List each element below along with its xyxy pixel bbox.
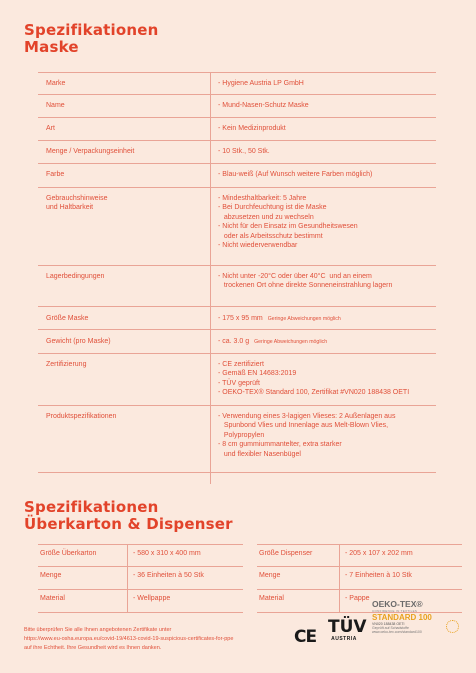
footer-link[interactable]: https://www.eu-osha.europa.eu/covid-19/4613-covid-19-suspicious-certificates-for-ppe	[24, 636, 234, 643]
carton-value: - 36 Einheiten à 50 Stk	[133, 572, 204, 579]
oeko-subtitle: CONFIDENCE IN TEXTILES	[372, 609, 418, 613]
spec-label: Lagerbedingungen	[46, 273, 105, 280]
title-carton	[24, 499, 233, 533]
dispenser-column-divider	[339, 544, 340, 613]
spec-value-line	[218, 337, 436, 347]
spec-value	[218, 147, 436, 156]
spec-value-line: - Bei Durchfeuchtung ist die Maske	[218, 204, 327, 212]
carton-value: - 580 x 310 x 400 mm	[133, 550, 201, 557]
spec-value	[218, 412, 436, 459]
carton-label: Menge	[40, 572, 62, 579]
spec-value	[218, 124, 436, 133]
spec-row-marke	[38, 72, 436, 95]
oeko-seal-icon	[446, 620, 459, 633]
title-mask	[24, 22, 159, 56]
spec-label: Zertifizierung	[46, 361, 87, 368]
spec-value-line: - CE zertifiziert	[218, 361, 264, 368]
carton-value: - Wellpappe	[133, 595, 171, 602]
spec-value-line: und flexibler Nasenbügel	[218, 450, 301, 458]
carton-row	[38, 544, 243, 567]
spec-value	[218, 272, 436, 291]
spec-value-line: - TÜV geprüft	[218, 379, 260, 387]
title-carton-line1: Spezifikationen	[24, 498, 159, 516]
carton-column-divider	[127, 544, 128, 613]
spec-column-divider	[210, 72, 211, 484]
spec-value-line: - 10 Stk., 50 Stk.	[218, 148, 270, 155]
spec-label: Gebrauchshinweise und Haltbarkeit	[46, 195, 108, 212]
oeko-code: VN020 188438 OETI	[372, 622, 405, 626]
spec-value-line: - Hygiene Austria LP GmbH	[218, 80, 304, 87]
mask-spec-table	[38, 72, 436, 473]
tuv-logo-subtext: AUSTRIA	[331, 636, 357, 642]
footer-line: auf ihre Echtheit. Ihre Gesundheit wird es Ihnen danken.	[24, 645, 162, 652]
spec-value-line: - 8 cm gummiummantelter, extra starker	[218, 441, 342, 449]
dispenser-label: Menge	[259, 572, 281, 579]
carton-label: Größe Überkarton	[40, 550, 97, 557]
spec-value-line: abzusetzen und zu wechseln	[218, 213, 314, 221]
spec-row-farbe	[38, 164, 436, 188]
spec-label: Marke	[46, 80, 66, 87]
spec-row-lager	[38, 266, 436, 307]
oeko-tex-logo	[372, 599, 452, 635]
spec-row-art	[38, 118, 436, 141]
carton-row	[38, 590, 243, 613]
footer-line: Bitte überprüfen Sie alle Ihnen angebotenen Zertifikate unter	[24, 627, 172, 633]
spec-value-text: - ca. 3.0 g	[218, 338, 250, 345]
dispenser-value: - 7 Einheiten à 10 Stk	[345, 572, 412, 579]
spec-value-line: trockenen Ort ohne direkte Sonneneinstrahlung lagern	[218, 282, 393, 290]
oeko-line1: Geprüft auf Schadstoffe	[372, 626, 409, 630]
spec-value	[218, 337, 436, 347]
spec-value-text: - 175 x 95 mm	[218, 315, 263, 322]
spec-row-gewicht	[38, 330, 436, 354]
spec-value-line: - Blau-weiß (Auf Wunsch weitere Farben möglich)	[218, 171, 373, 178]
tuv-logo-text: TÜV	[328, 617, 367, 637]
spec-value-line: - Nicht für den Einsatz im Gesundheitswesen	[218, 223, 358, 231]
spec-value-line: - Mindesthaltbarkeit: 5 Jahre	[218, 195, 307, 202]
spec-row-name	[38, 95, 436, 118]
spec-value	[218, 194, 436, 250]
dispenser-row	[257, 567, 462, 590]
oeko-line2: www.oeko-tex.com/standard100	[372, 630, 422, 635]
spec-value-line	[218, 314, 436, 324]
spec-label: Menge / Verpackungseinheit	[46, 148, 135, 155]
dispenser-label: Größe Dispenser	[259, 550, 313, 557]
spec-note: Geringe Abweichungen möglich	[267, 316, 341, 322]
carton-label: Material	[40, 595, 65, 602]
spec-value-line: - OEKO-TEX® Standard 100, Zertifikat #VN020 188438 OETI	[218, 389, 410, 397]
spec-value-line: - Nicht unter -20°C oder über 40°C und an einem	[218, 273, 372, 280]
spec-row-menge	[38, 141, 436, 164]
carton-row	[38, 567, 243, 590]
spec-label: Gewicht (pro Maske)	[46, 338, 111, 345]
spec-note: Geringe Abweichungen möglich	[254, 339, 328, 345]
spec-row-groesse	[38, 307, 436, 330]
footer-note	[24, 626, 294, 654]
spec-value-line: - Gemäß EN 14683:2019	[218, 370, 297, 378]
spec-value	[218, 101, 436, 110]
spec-row-produkt	[38, 406, 436, 473]
spec-row-zertifizierung	[38, 354, 436, 406]
title-carton-line2: Überkarton & Dispenser	[24, 515, 233, 533]
carton-table	[38, 544, 243, 613]
spec-value-line: oder als Arbeitsschutz bestimmt	[218, 232, 323, 240]
title-mask-line2: Maske	[24, 38, 79, 56]
spec-value	[218, 170, 436, 179]
dispenser-row	[257, 544, 462, 567]
spec-label: Farbe	[46, 171, 65, 178]
spec-row-gebrauch	[38, 188, 436, 266]
tuv-austria-logo	[328, 617, 367, 642]
spec-value-line: Spunbond Vlies und Innenlage aus Melt-Blown Vlies,	[218, 422, 389, 430]
oeko-standard: STANDARD 100	[372, 613, 432, 622]
dispenser-value: - 205 x 107 x 202 mm	[345, 550, 413, 557]
spec-value-line: Polypropylen	[218, 431, 265, 439]
spec-value-line: - Kein Medizinprodukt	[218, 125, 286, 132]
spec-value	[218, 360, 436, 398]
spec-value-line: - Mund-Nasen-Schutz Maske	[218, 102, 309, 109]
spec-value-line: - Nicht wiederverwendbar	[218, 242, 298, 250]
oeko-title: OEKO-TEX®	[372, 599, 423, 609]
dispenser-label: Material	[259, 595, 284, 602]
spec-value-line: - Verwendung eines 3-lagigen Vlieses: 2 Außenlagen aus	[218, 413, 396, 420]
spec-label: Name	[46, 102, 65, 109]
dispenser-value: - Pappe	[345, 595, 370, 602]
spec-label: Art	[46, 125, 55, 132]
ce-mark-logo: CE	[294, 627, 317, 647]
title-mask-line1: Spezifikationen	[24, 21, 159, 39]
spec-label: Produktspezifikationen	[46, 413, 117, 420]
spec-label: Größe Maske	[46, 315, 89, 322]
spec-value	[218, 314, 436, 324]
spec-value	[218, 79, 436, 88]
